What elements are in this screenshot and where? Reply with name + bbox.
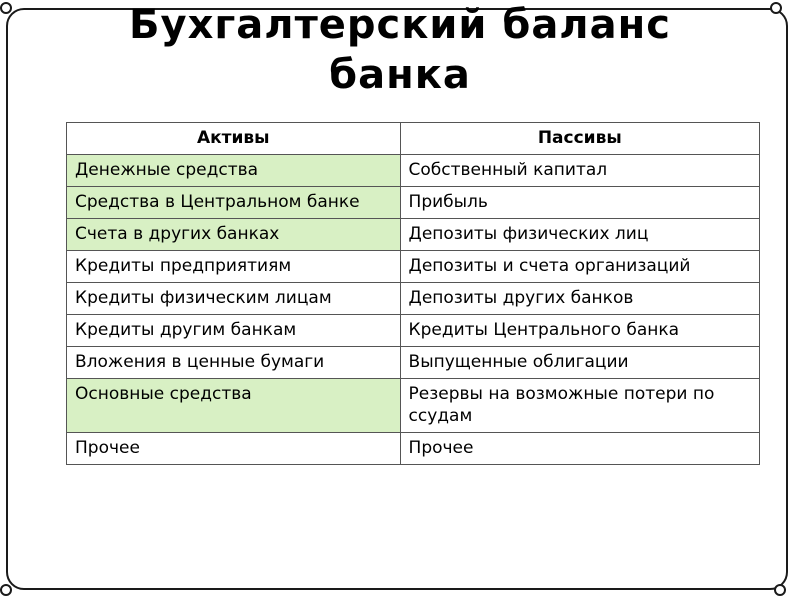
liability-cell: Выпущенные облигации xyxy=(400,347,759,379)
table-row xyxy=(67,283,760,315)
table-row xyxy=(67,347,760,379)
table-row xyxy=(67,155,760,187)
asset-cell: Основные средства xyxy=(67,379,401,433)
table-row xyxy=(67,433,760,465)
asset-cell: Кредиты предприятиям xyxy=(67,251,401,283)
asset-cell: Кредиты другим банкам xyxy=(67,315,401,347)
slide-title-line1: Бухгалтерский баланс xyxy=(129,2,671,48)
slide-title xyxy=(0,0,800,100)
liability-cell: Депозиты и счета организаций xyxy=(400,251,759,283)
column-header-assets: Активы xyxy=(67,123,401,155)
balance-table xyxy=(66,122,760,465)
asset-cell: Средства в Центральном банке xyxy=(67,187,401,219)
table-row xyxy=(67,315,760,347)
liability-cell: Депозиты других банков xyxy=(400,283,759,315)
column-header-liabilities: Пассивы xyxy=(400,123,759,155)
liability-cell: Прочее xyxy=(400,433,759,465)
liability-cell: Кредиты Центрального банка xyxy=(400,315,759,347)
asset-cell: Прочее xyxy=(67,433,401,465)
asset-cell: Вложения в ценные бумаги xyxy=(67,347,401,379)
asset-cell: Счета в других банках xyxy=(67,219,401,251)
table-row xyxy=(67,379,760,433)
asset-cell: Кредиты физическим лицам xyxy=(67,283,401,315)
liability-cell: Депозиты физических лиц xyxy=(400,219,759,251)
table-row xyxy=(67,251,760,283)
table-body xyxy=(67,155,760,465)
corner-ornament xyxy=(774,584,786,596)
table-row xyxy=(67,219,760,251)
liability-cell: Прибыль xyxy=(400,187,759,219)
table-row xyxy=(67,187,760,219)
table-header-row xyxy=(67,123,760,155)
slide-title-line2: банка xyxy=(329,52,471,98)
liability-cell: Собственный капитал xyxy=(400,155,759,187)
asset-cell: Денежные средства xyxy=(67,155,401,187)
corner-ornament xyxy=(0,584,12,596)
liability-cell: Резервы на возможные потери по ссудам xyxy=(400,379,759,433)
